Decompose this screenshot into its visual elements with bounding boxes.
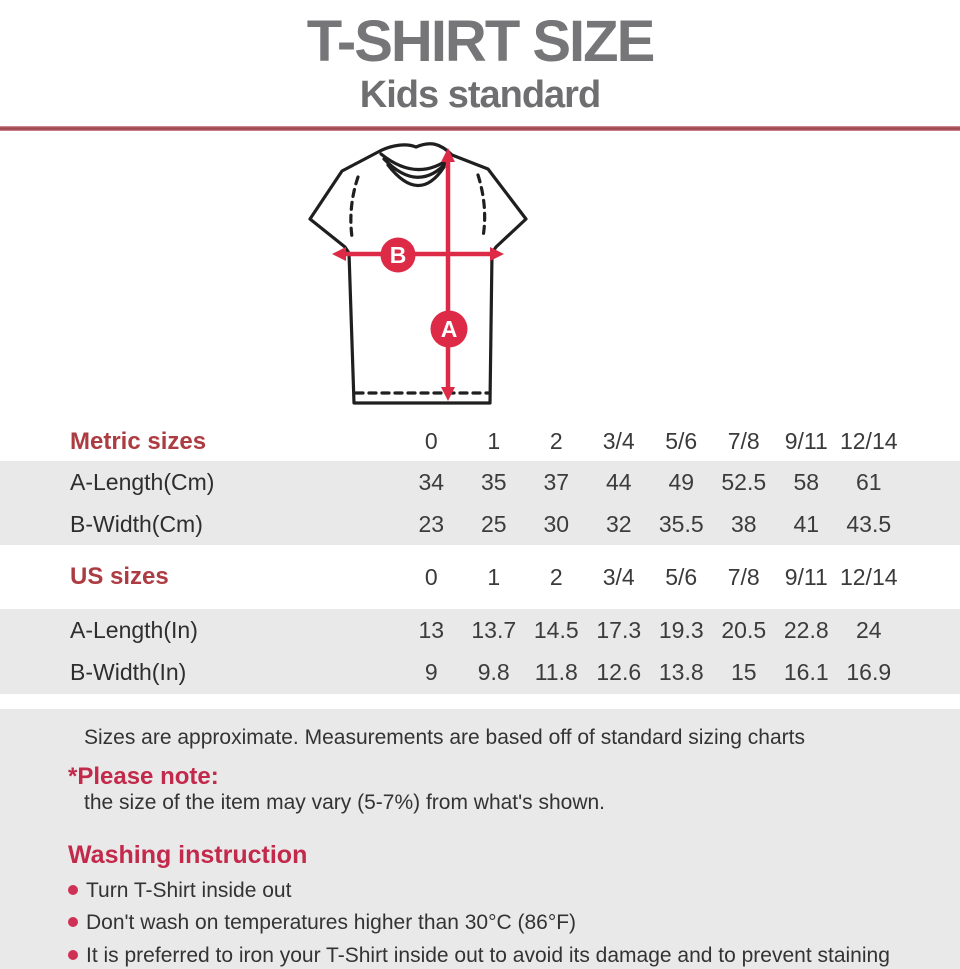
cell-value: 13.8 <box>658 658 704 685</box>
cell-value: 16.9 <box>846 658 892 685</box>
washing-item <box>0 942 960 969</box>
size-label: 2 <box>549 563 563 590</box>
cell-value: 11.8 <box>534 658 578 685</box>
size-label: 12/14 <box>839 563 898 590</box>
tshirt-outline <box>310 144 526 403</box>
bullet-icon <box>68 917 78 927</box>
row-a-length-in <box>0 609 960 651</box>
size-label: 0 <box>424 563 438 590</box>
cell-value: 35.5 <box>658 510 704 537</box>
bullet-icon <box>68 950 78 960</box>
cell-value: 32 <box>605 510 632 537</box>
measure-a-label: A <box>440 315 458 342</box>
us-rows-band <box>0 609 960 694</box>
row-b-width-cm <box>0 503 960 545</box>
size-label: 3/4 <box>602 563 635 590</box>
cell-value: 16.1 <box>783 658 829 685</box>
cell-value: 20.5 <box>721 616 767 643</box>
cell-value: 17.3 <box>596 616 642 643</box>
row-label: B-Width(In) <box>70 658 187 685</box>
size-label: 3/4 <box>602 428 635 455</box>
cell-value: 9.8 <box>477 658 510 685</box>
width-arrow-head-right <box>490 247 504 261</box>
size-label: 1 <box>487 563 501 590</box>
cell-value: 14.5 <box>533 616 579 643</box>
us-sizes-heading: US sizes <box>70 563 169 591</box>
metric-rows-band <box>0 461 960 546</box>
cell-value: 23 <box>418 510 445 537</box>
metric-sizes-heading: Metric sizes <box>70 427 207 455</box>
cell-value: 15 <box>730 658 757 685</box>
washing-instruction-list <box>0 877 960 969</box>
washing-item <box>0 909 960 936</box>
page-title: T-SHIRT SIZE <box>306 9 654 74</box>
cell-value: 30 <box>543 510 570 537</box>
size-label: 1 <box>487 428 501 455</box>
size-label: 7/8 <box>727 563 760 590</box>
width-arrow-head-left <box>332 247 346 261</box>
cell-value: 52.5 <box>721 468 767 495</box>
cell-value: 35 <box>480 468 507 495</box>
row-a-length-cm <box>0 461 960 503</box>
size-label: 12/14 <box>839 428 898 455</box>
washing-item-text: Turn T-Shirt inside out <box>86 879 292 903</box>
cell-value: 34 <box>418 468 445 495</box>
cell-value: 13.7 <box>471 616 517 643</box>
row-label: A-Length(In) <box>70 616 198 643</box>
size-label: 5/6 <box>665 563 698 590</box>
header <box>0 0 960 114</box>
cell-value: 22.8 <box>783 616 829 643</box>
cell-value: 38 <box>730 510 757 537</box>
size-label: 5/6 <box>665 428 698 455</box>
washing-item-text: It is preferred to iron your T-Shirt inside out to avoid its damage and to prevent staining <box>86 943 890 967</box>
metric-size-labels <box>400 428 960 455</box>
cell-value: 13 <box>418 616 445 643</box>
cell-value: 43.5 <box>846 510 892 537</box>
row-label: A-Length(Cm) <box>70 468 215 495</box>
cell-value: 58 <box>793 468 820 495</box>
notes-section <box>0 709 960 969</box>
cell-value: 41 <box>793 510 820 537</box>
cell-value: 44 <box>605 468 632 495</box>
size-label: 7/8 <box>727 428 760 455</box>
tshirt-diagram-wrap <box>0 131 960 423</box>
row-b-width-in <box>0 651 960 693</box>
tshirt-diagram <box>280 131 680 423</box>
metric-sizes-header-row <box>0 423 960 461</box>
size-label: 0 <box>424 428 438 455</box>
measure-b-label: B <box>389 241 407 268</box>
please-note-body: the size of the item may vary (5-7%) from what's shown. <box>84 791 606 815</box>
right-sleeve-seam <box>478 175 485 237</box>
cell-value: 61 <box>855 468 882 495</box>
washing-instruction-heading: Washing instruction <box>68 840 308 869</box>
cell-value: 49 <box>668 468 695 495</box>
cell-value: 9 <box>424 658 438 685</box>
cell-value: 12.6 <box>596 658 642 685</box>
please-note-heading: *Please note: <box>68 762 219 790</box>
size-label: 9/11 <box>784 563 828 590</box>
spacer <box>0 694 960 709</box>
page-subtitle: Kids standard <box>359 73 601 116</box>
washing-item-text: Don't wash on temperatures higher than 30°C (86°F) <box>86 911 577 935</box>
size-label: 9/11 <box>784 428 828 455</box>
size-label: 2 <box>549 428 563 455</box>
cell-value: 19.3 <box>658 616 704 643</box>
washing-item <box>0 877 960 904</box>
us-size-labels <box>400 564 960 591</box>
bullet-icon <box>68 885 78 895</box>
cell-value: 25 <box>480 510 507 537</box>
us-sizes-header-row <box>0 545 960 609</box>
cell-value: 24 <box>855 616 882 643</box>
left-sleeve-seam <box>351 177 358 237</box>
approx-note: Sizes are approximate. Measurements are based off of standard sizing charts <box>84 725 805 749</box>
cell-value: 37 <box>543 468 570 495</box>
row-label: B-Width(Cm) <box>70 510 203 537</box>
